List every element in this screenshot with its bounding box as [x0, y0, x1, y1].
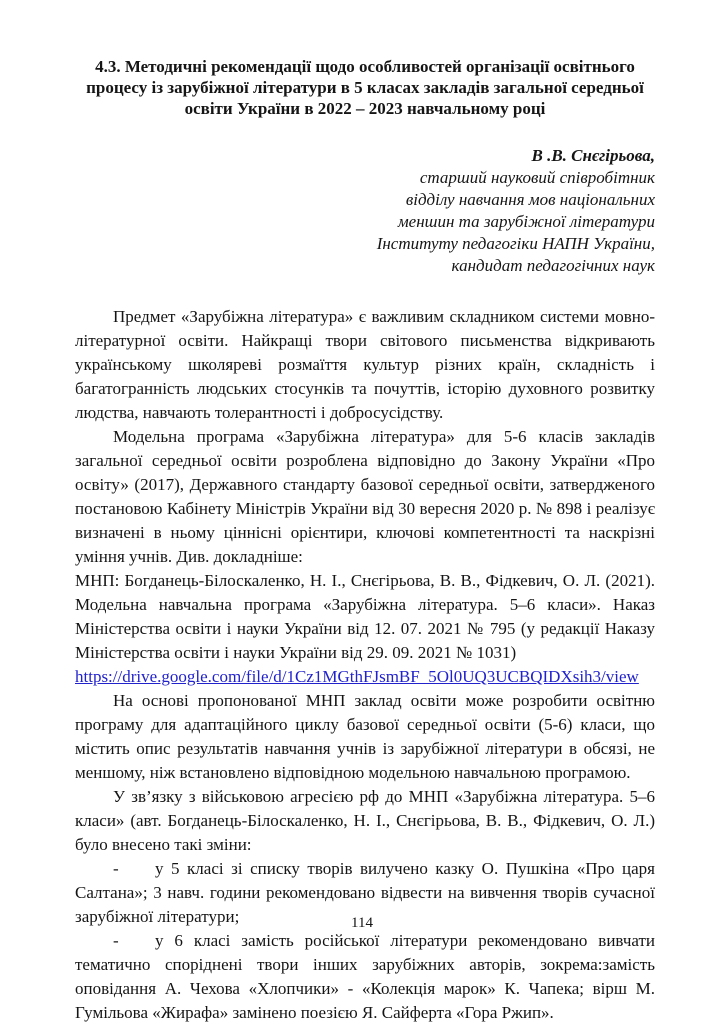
paragraph-school-program: На основі пропонованої МНП заклад освіти може розробити освітню програму для адаптаційного циклу базової середньої освіти (5-6) класи, що містить опис результатів навчання учнів із зарубіжної літератури в обсязі, не меншому, ніж встановлено відповідною модельною навчальною програмою.: [75, 691, 655, 782]
citation-paragraph: МНП: Богданець-Білоскаленко, Н. І., Снєгірьова, В. В., Фідкевич, О. Л. (2021). Модельна навчальна програма «Зарубіжна література. 5–6 класи». Наказ Міністерства освіти і науки України від 12. 07. 2021 № 795 (у редакції Наказу Міністерства освіти і науки України від 29. 09. 2021 № 1031): [75, 571, 655, 662]
bullet-marker: -: [113, 859, 119, 878]
bullet-marker: -: [113, 931, 119, 950]
page-number: 114: [351, 915, 373, 931]
author-institute: Інституту педагогіки НАПН України,: [376, 234, 655, 253]
author-position: старший науковий співробітник: [419, 168, 655, 187]
paragraph-changes-intro: У зв’язку з військовою агресією рф до МНП «Зарубіжна література. 5–6 класи» (авт. Богданець-Білоскаленко, Н. І., Снєгірьова, В. В., Фідкевич, О. Л.) було внесено такі зміни:: [75, 787, 655, 854]
author-department-2: меншин та зарубіжної літератури: [397, 212, 655, 231]
link-line: [75, 665, 655, 689]
bullet-item-grade6: [75, 929, 655, 1024]
page-content: [75, 56, 655, 1024]
author-degree: кандидат педагогічних наук: [451, 256, 655, 275]
paragraph-model-program: Модельна програма «Зарубіжна література» для 5-6 класів закладів загальної середньої освіти розроблена відповідно до Закону України «Про освіту» (2017), Державного стандарту базової середньої освіти, затвердженого постановою Кабінету Міністрів України від 30 вересня 2020 р. № 898 і реалізує визначені в ньому ціннісні орієнтири, ключові компетентності та наскрізні уміння учнів. Див. докладніше:: [75, 427, 655, 566]
bullet-text-grade6: у 6 класі замість російської літератури рекомендовано вивчати тематично споріднені твори інших зарубіжних авторів, зокрема:замість оповідання А. Чехова «Хлопчики» - «Колекція марок» К. Чапека; вірш М. Гумільова «Жирафа» замінено поезією Я. Сайферта «Гора Ржип».: [75, 931, 655, 1022]
author-block: [75, 145, 655, 277]
author-name: В .В. Снєгірьова,: [531, 146, 655, 165]
author-department-1: відділу навчання мов національних: [405, 190, 655, 209]
drive-link[interactable]: https://drive.google.com/file/d/1Cz1MGthFJsmBF_5Ol0UQ3UCBQIDXsih3/view: [75, 667, 639, 686]
paragraph-subject-intro: Предмет «Зарубіжна література» є важливим складником системи мовно-літературної освіти. Найкращі твори світового письменства відкривають українському школяреві розмаїття культур різних країн, складність і багатогранність людських стосунків та почуттів, історію духовного розвитку людства, навчають толерантності і добросусідству.: [75, 307, 655, 422]
bullet-text-grade5: у 5 класі зі списку творів вилучено казку О. Пушкіна «Про царя Салтана»; 3 навч. години рекомендовано відвести на вивчення творів сучасної зарубіжної літератури;: [75, 859, 655, 926]
section-title: 4.3. Методичні рекомендації щодо особливостей організації освітнього процесу із зарубіжної літератури в 5 класах закладів загальної середньої освіти України в 2022 – 2023 навчальному році: [86, 57, 644, 118]
